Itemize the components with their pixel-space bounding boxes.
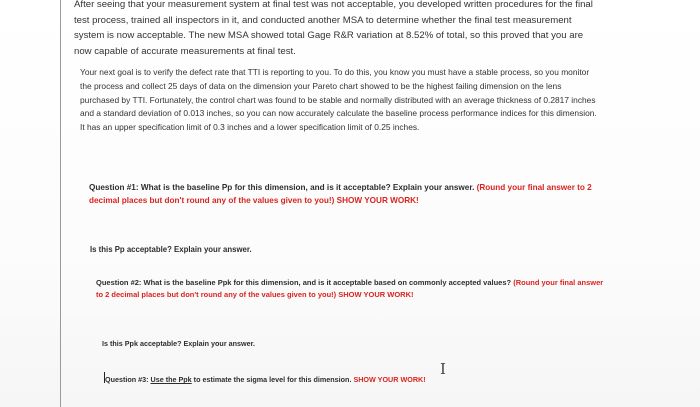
question-2-text: Question #2: What is the baseline Ppk for this dimension, and is it acceptable based on commonly accepted values? [96, 278, 512, 287]
paragraph-next-goal: Your next goal is to verify the defect rate that TTI is reporting to you. To do this, you know you must have a stable process, so you monitor the process and collect 25 days of data on the dimension your Pareto chart showed to be the highest failing dimension on the lens purchased by TTI. Fortunately, the control chart was found to be stable and normally distributed with an average thickness of 0.2817 inches and a standard deviation of 0.013 inches, so you can now accurately calculate the baseline process performance indices for this dimension. It has an upper specification limit of 0.3 inches and a lower specification limit of 0.25 inches. [80, 67, 597, 133]
question-3 [105, 373, 605, 386]
text-caret [104, 372, 105, 383]
page-margin-line [60, 0, 61, 407]
question-2-followup: Is this Ppk acceptable? Explain your answer. [102, 339, 255, 348]
question-3-text: to estimate the sigma level for this dimension. [191, 375, 352, 384]
question-2-instruction: (Round your final answer to 2 decimal places but don't round any of the values given to you!) SHOW YOUR WORK! [96, 278, 604, 299]
question-2 [96, 277, 606, 301]
question-1-text: Question #1: What is the baseline Pp for this dimension, and is it acceptable? Explain your answer. [89, 183, 475, 192]
paragraph-msa-result: After seeing that your measurement system at final test was not acceptable, you developed written procedures for the final test process, trained all inspectors in it, and conducted another MSA to determine whether the final test measurement system is now acceptable. The new MSA showed total Gage R&R variation at 8.52% of total, so this proved that you are now capable of accurate measurements at final test. [74, 0, 593, 57]
question-3-instruction: SHOW YOUR WORK! [351, 375, 426, 384]
text-cursor-icon: I [440, 360, 446, 378]
question-3-prefix: Question #3: [105, 375, 151, 384]
question-1-instruction: (Round your final answer to 2 decimal places but don't round any of the values given to you!) SHOW YOUR WORK! [89, 183, 592, 205]
question-1 [89, 181, 604, 207]
question-3-underlined: Use the Ppk [150, 375, 192, 384]
question-1-followup: Is this Pp acceptable? Explain your answer. [90, 245, 252, 254]
